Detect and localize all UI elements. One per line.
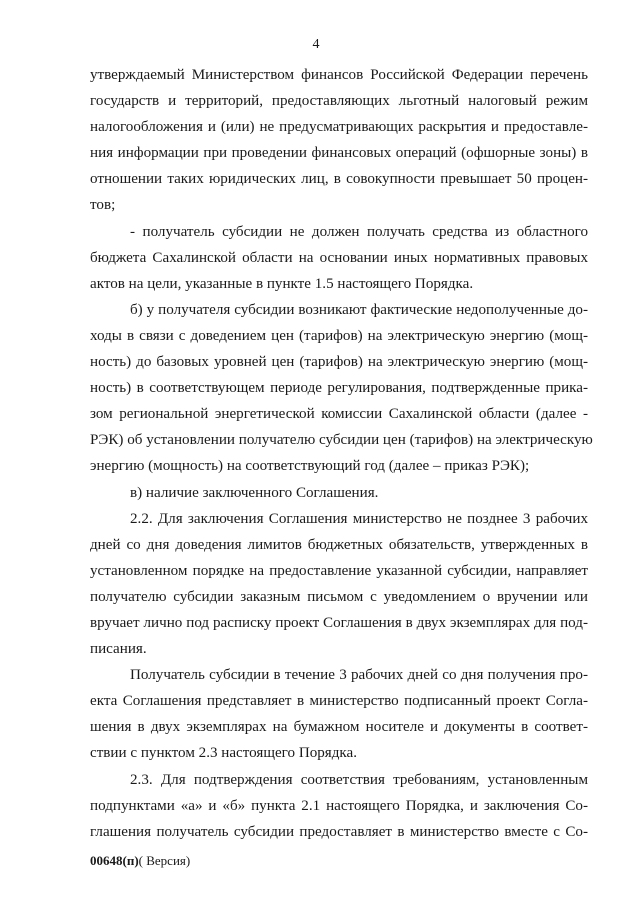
text-line: дней со дня доведения лимитов бюджетных обязательств, утвержденных в bbox=[90, 537, 588, 553]
text-line: утверждаемый Министерством финансов Российской Федерации перечень bbox=[90, 67, 588, 83]
text-line: ходы в связи с доведением цен (тарифов) на электрическую энергию (мощ- bbox=[90, 328, 588, 344]
text-line: екта Соглашения представляет в министерство подписанный проект Согла- bbox=[90, 693, 588, 709]
text-line: налогообложения и (или) не предусматривающих раскрытия и предоставле- bbox=[90, 119, 588, 135]
document-code: 00648(п) bbox=[90, 853, 139, 868]
text-line: 2.2. Для заключения Соглашения министерство не позднее 3 рабочих bbox=[130, 511, 588, 527]
text-line: б) у получателя субсидии возникают фактические недополученные до- bbox=[130, 302, 588, 318]
text-line: тов; bbox=[90, 197, 116, 213]
text-line: писания. bbox=[90, 641, 147, 657]
page-number: 4 bbox=[312, 37, 320, 52]
text-line: ность) до базовых уровней цен (тарифов) на электрическую энергию (мощ- bbox=[90, 354, 588, 370]
text-line: бюджета Сахалинской области на основании иных нормативных правовых bbox=[90, 250, 588, 266]
text-line: вручает лично под расписку проект Соглашения в двух экземплярах для под- bbox=[90, 615, 588, 631]
text-line: РЭК) об установлении получателю субсидии цен (тарифов) на электрическую bbox=[90, 432, 593, 448]
text-line: получателю субсидии заказным письмом с уведомлением о вручении или bbox=[90, 589, 588, 605]
text-line: подпунктами «а» и «б» пункта 2.1 настоящего Порядка, и заключения Со- bbox=[90, 798, 588, 814]
text-line: актов на цели, указанные в пункте 1.5 настоящего Порядка. bbox=[90, 276, 474, 292]
text-line: - получатель субсидии не должен получать средства из областного bbox=[130, 224, 588, 240]
text-line: ния информации при проведении финансовых операций (офшорные зоны) в bbox=[90, 145, 588, 161]
text-line: установленном порядке на предоставление указанной субсидии, направляет bbox=[90, 563, 588, 579]
text-line: ность) в соответствующем периоде регулирования, подтвержденные прика- bbox=[90, 380, 588, 396]
text-line: 2.3. Для подтверждения соответствия требованиям, установленным bbox=[130, 772, 588, 788]
text-line: зом региональной энергетической комиссии Сахалинской области (далее - bbox=[90, 406, 588, 422]
text-line: в) наличие заключенного Соглашения. bbox=[130, 485, 379, 501]
document-version: ( Версия) bbox=[138, 853, 191, 868]
text-line: Получатель субсидии в течение 3 рабочих дней со дня получения про- bbox=[130, 667, 588, 683]
text-line: государств и территорий, предоставляющих льготный налоговый режим bbox=[90, 93, 588, 109]
text-line: отношении таких юридических лиц, в совокупности превышает 50 процен- bbox=[90, 171, 588, 187]
text-line: ствии с пунктом 2.3 настоящего Порядка. bbox=[90, 745, 358, 761]
document-footer bbox=[90, 853, 190, 869]
text-line: шения в двух экземплярах на бумажном носителе и документы в соответ- bbox=[90, 719, 588, 735]
text-line: энергию (мощность) на соответствующий год (далее – приказ РЭК); bbox=[90, 458, 530, 474]
text-line: глашения получатель субсидии предоставляет в министерство вместе с Со- bbox=[90, 824, 588, 840]
